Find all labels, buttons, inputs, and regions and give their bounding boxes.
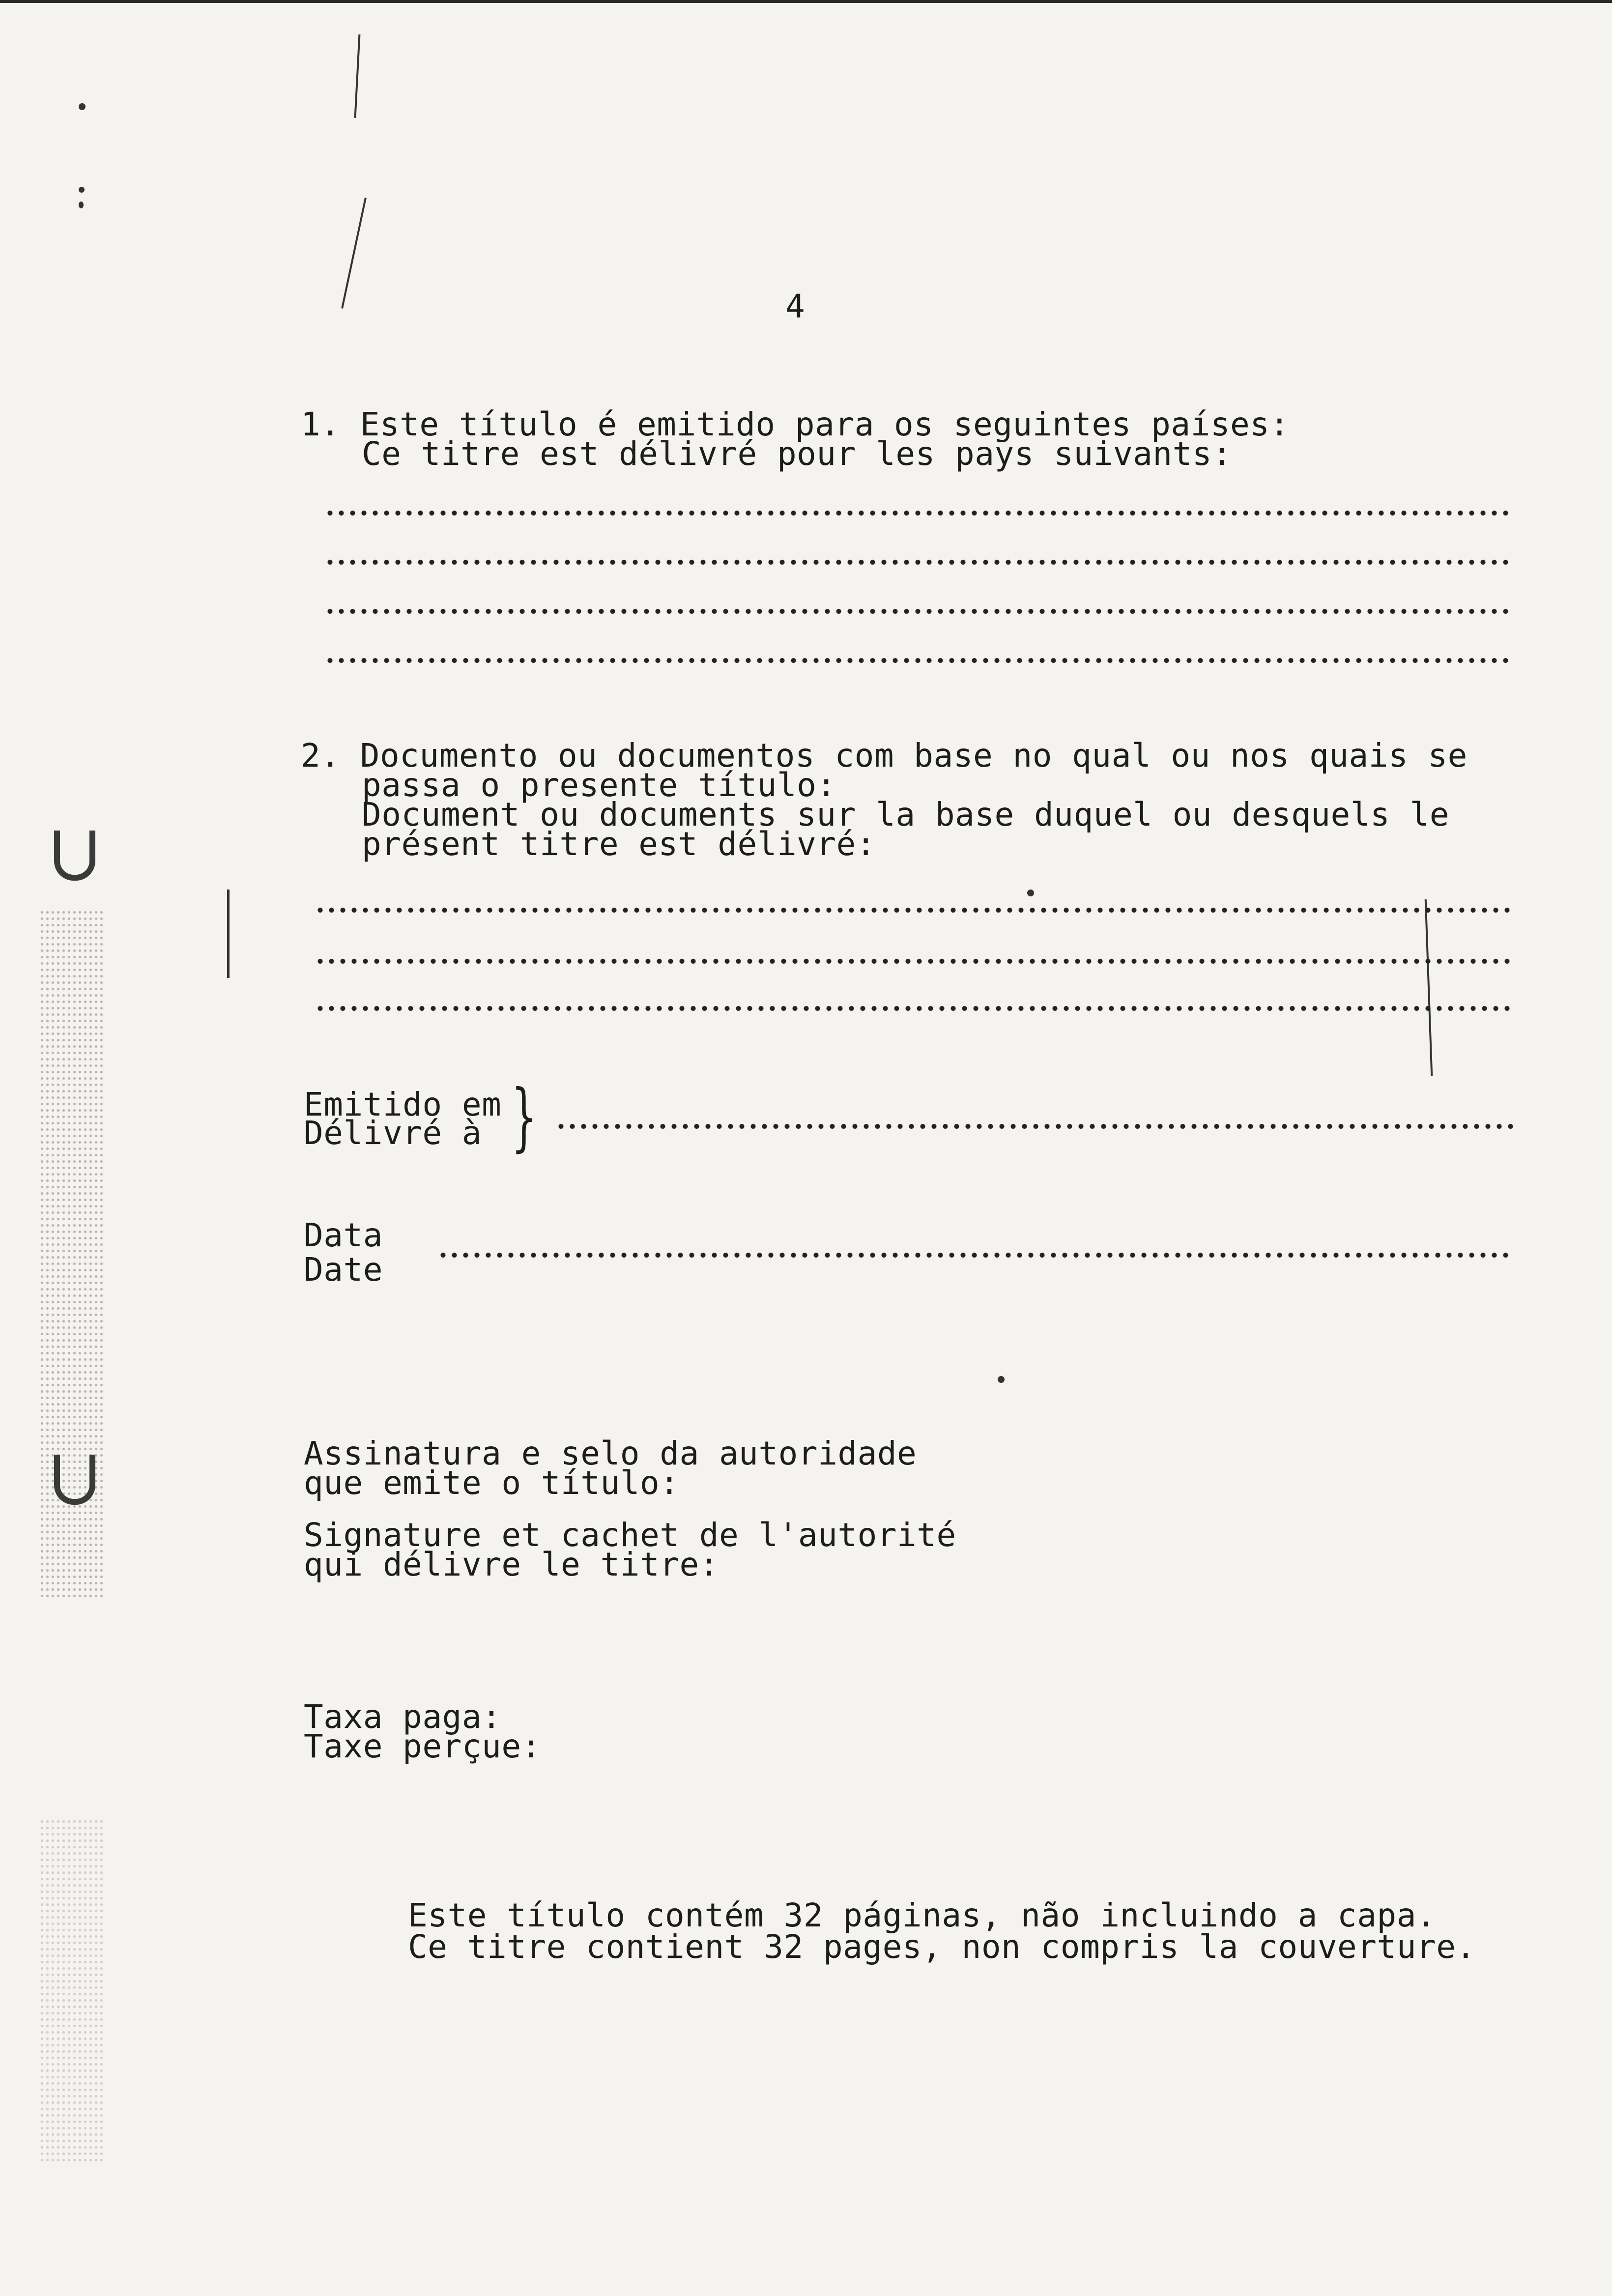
section2-heading-fr-line2: présent titre est délivré:	[362, 825, 876, 863]
ink-speck	[1027, 890, 1034, 896]
countries-fill-line[interactable]	[324, 510, 1514, 516]
signature-label-pt-line2: que emite o título:	[304, 1464, 680, 1502]
punch-hole-mark	[54, 831, 95, 881]
ink-speck	[79, 187, 85, 193]
ink-speck	[79, 103, 86, 110]
punch-hole-mark	[54, 1455, 95, 1505]
date-label-pt: Data	[304, 1216, 383, 1254]
documents-fill-line[interactable]	[315, 958, 1514, 964]
section1-heading-pt: 1. Este título é emitido para os seguintes países:	[301, 405, 1290, 443]
page-top-edge	[0, 0, 1612, 3]
date-fill-line[interactable]	[437, 1252, 1514, 1258]
section2-heading-fr-line1: Document ou documents sur la base duquel ou desquels le	[362, 796, 1449, 833]
fee-label-pt: Taxa paga:	[304, 1698, 502, 1736]
page-number: 4	[785, 287, 806, 325]
signature-label-fr-line1: Signature et cachet de l'autorité	[304, 1516, 956, 1554]
documents-fill-line[interactable]	[315, 1005, 1514, 1011]
countries-fill-line[interactable]	[324, 559, 1514, 565]
ink-speck	[79, 201, 84, 208]
page-count-note-fr: Ce titre contient 32 pages, non compris la couverture.	[408, 1928, 1476, 1966]
scan-noise-strip	[39, 1818, 103, 2162]
fee-label-fr: Taxe perçue:	[304, 1727, 541, 1765]
pen-stroke	[354, 34, 361, 118]
date-label-fr: Date	[304, 1251, 383, 1289]
issued-label-fr: Délivré à	[304, 1114, 482, 1152]
documents-fill-line[interactable]	[315, 907, 1514, 913]
issued-label-pt: Emitido em	[304, 1086, 502, 1123]
signature-label-pt-line1: Assinatura e selo da autoridade	[304, 1435, 917, 1472]
issued-place-fill-line[interactable]	[555, 1123, 1514, 1129]
pen-stroke	[1425, 899, 1433, 1076]
ink-speck	[998, 1376, 1005, 1383]
pen-stroke	[341, 198, 367, 309]
countries-fill-line[interactable]	[324, 658, 1514, 663]
pen-stroke	[227, 890, 230, 978]
section1-heading-fr: Ce titre est délivré pour les pays suivants:	[362, 435, 1232, 473]
section2-heading-pt-line2: passa o presente título:	[362, 766, 836, 804]
page-count-note-pt: Este título contém 32 páginas, não incluindo a capa.	[408, 1896, 1437, 1934]
right-brace: }	[511, 1074, 537, 1160]
section2-heading-pt-line1: 2. Documento ou documentos com base no qual ou nos quais se	[301, 737, 1468, 775]
signature-label-fr-line2: qui délivre le titre:	[304, 1546, 719, 1583]
countries-fill-line[interactable]	[324, 608, 1514, 614]
